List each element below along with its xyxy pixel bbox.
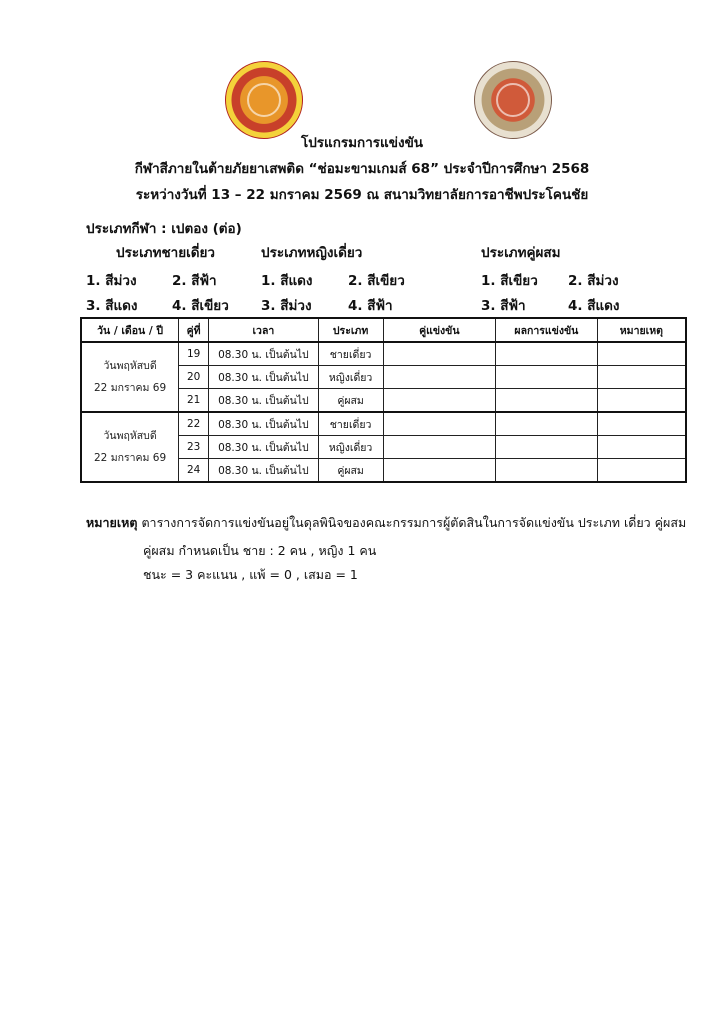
col-header-remarks: หมายเหตุ	[597, 318, 686, 342]
date-cell	[81, 342, 179, 412]
note-label: หมายเหตุ	[86, 515, 138, 530]
day-name: วันพฤหัสบดี	[103, 430, 157, 442]
match-time: 08.30 น. เป็นต้นไป	[209, 436, 319, 459]
day-date: 22 มกราคม 69	[94, 382, 167, 394]
col-header-result: ผลการแข่งขัน	[496, 318, 598, 342]
result-cell	[496, 342, 598, 366]
event-subtitle: กีฬาสีภายในต้ายภัยยาเสพติด “ช่อมะขามเกมส์ 68” ประจำปีการศึกษา 2568	[134, 161, 590, 177]
match-no: 20	[179, 366, 209, 389]
match-no: 21	[179, 389, 209, 413]
category-item: 2. สีฟ้า	[172, 273, 217, 289]
match-time: 08.30 น. เป็นต้นไป	[209, 389, 319, 413]
category-item: 4. สีเขียว	[172, 298, 229, 314]
result-cell	[496, 389, 598, 413]
category-item: 1. สีแดง	[261, 273, 313, 289]
match-time: 08.30 น. เป็นต้นไป	[209, 366, 319, 389]
note-line-2: คู่ผสม กำหนดเป็น ชาย : 2 คน , หญิง 1 คน	[143, 543, 377, 558]
category-item: 4. สีฟ้า	[348, 298, 393, 314]
remarks-cell	[597, 366, 686, 389]
opponents-cell	[383, 412, 496, 436]
sport-type: ประเภทกีฬา : เปตอง (ต่อ)	[86, 221, 242, 237]
note-text: ตารางการจัดการแข่งขันอยู่ในดุลพินิจของคณะกรรมการผู้ตัดสินในการจัดแข่งขัน ประเภท เดี่ยว คู่ผสม	[141, 515, 687, 530]
match-time: 08.30 น. เป็นต้นไป	[209, 459, 319, 483]
category-item: 3. สีแดง	[86, 298, 138, 314]
opponents-cell	[383, 342, 496, 366]
match-no: 22	[179, 412, 209, 436]
opponents-cell	[383, 366, 496, 389]
day-date: 22 มกราคม 69	[94, 452, 167, 464]
table-row	[81, 412, 686, 436]
match-no: 24	[179, 459, 209, 483]
category-item: 2. สีม่วง	[568, 273, 619, 289]
institution-seal-icon	[474, 61, 552, 139]
date-cell	[81, 412, 179, 482]
match-time: 08.30 น. เป็นต้นไป	[209, 342, 319, 366]
note-line-1	[86, 513, 686, 533]
opponents-cell	[383, 459, 496, 483]
category-women-singles-title: ประเภทหญิงเดี่ยว	[261, 245, 363, 261]
match-no: 23	[179, 436, 209, 459]
match-type: หญิงเดี่ยว	[318, 366, 383, 389]
result-cell	[496, 459, 598, 483]
category-item: 3. สีฟ้า	[481, 298, 526, 314]
opponents-cell	[383, 436, 496, 459]
match-no: 19	[179, 342, 209, 366]
col-header-match-no: คู่ที่	[179, 318, 209, 342]
match-type: หญิงเดี่ยว	[318, 436, 383, 459]
remarks-cell	[597, 436, 686, 459]
opponents-cell	[383, 389, 496, 413]
event-dates: ระหว่างวันที่ 13 – 22 มกราคม 2569 ณ สนามวิทยาลัยการอาชีพประโคนชัย	[135, 187, 589, 203]
category-item: 4. สีแดง	[568, 298, 620, 314]
day-name: วันพฤหัสบดี	[103, 360, 157, 372]
category-item: 1. สีเขียว	[481, 273, 538, 289]
match-type: ชายเดี่ยว	[318, 412, 383, 436]
category-item: 2. สีเขียว	[348, 273, 405, 289]
note-line-3: ชนะ = 3 คะแนน , แพ้ = 0 , เสมอ = 1	[143, 567, 358, 582]
remarks-cell	[597, 412, 686, 436]
document-title: โปรแกรมการแข่งขัน	[300, 135, 424, 151]
result-cell	[496, 366, 598, 389]
category-item: 1. สีม่วง	[86, 273, 137, 289]
college-seal-icon	[225, 61, 303, 139]
result-cell	[496, 436, 598, 459]
match-type: คู่ผสม	[318, 459, 383, 483]
schedule-table	[80, 317, 687, 483]
category-mixed-title: ประเภทคู่ผสม	[481, 245, 561, 261]
table-header-row	[81, 318, 686, 342]
table-row	[81, 342, 686, 366]
category-item: 3. สีม่วง	[261, 298, 312, 314]
match-type: คู่ผสม	[318, 389, 383, 413]
remarks-cell	[597, 389, 686, 413]
match-type: ชายเดี่ยว	[318, 342, 383, 366]
col-header-date: วัน / เดือน / ปี	[81, 318, 179, 342]
col-header-time: เวลา	[209, 318, 319, 342]
remarks-cell	[597, 342, 686, 366]
result-cell	[496, 412, 598, 436]
remarks-cell	[597, 459, 686, 483]
category-men-singles-title: ประเภทชายเดี่ยว	[116, 245, 216, 261]
col-header-type: ประเภท	[318, 318, 383, 342]
col-header-opponents: คู่แข่งขัน	[383, 318, 496, 342]
match-time: 08.30 น. เป็นต้นไป	[209, 412, 319, 436]
